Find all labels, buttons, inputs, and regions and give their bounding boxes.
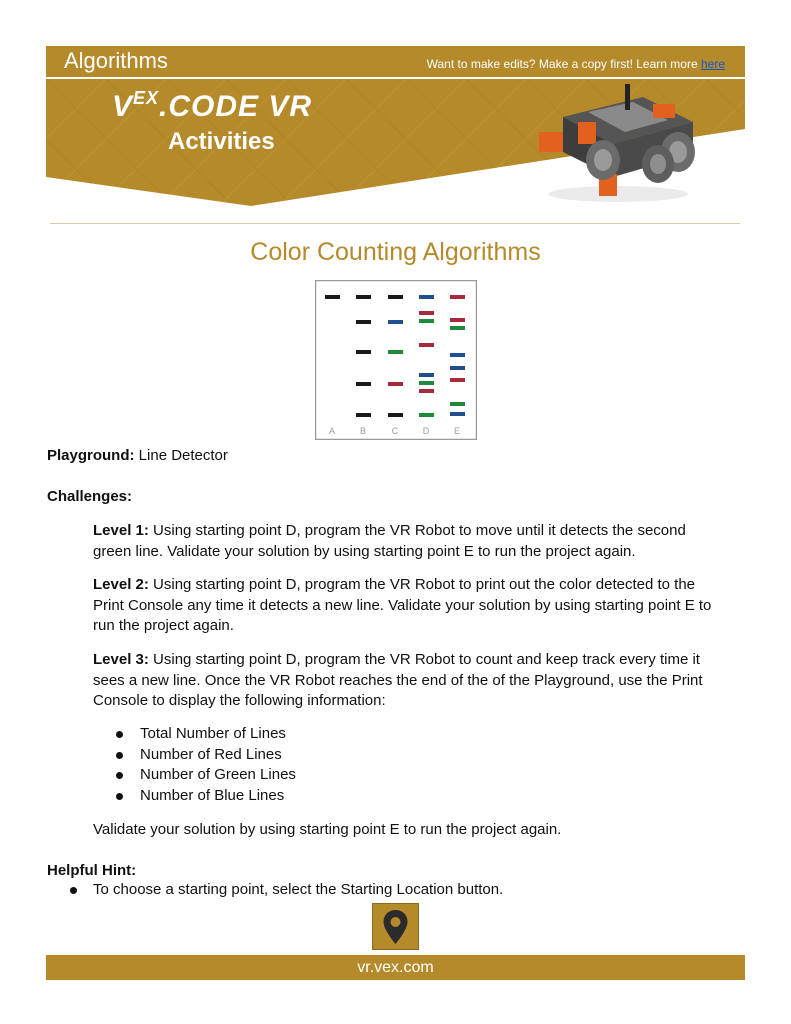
level-1-line-1: Using starting point D, program the VR Robot to move until it detects the second <box>148 522 686 539</box>
validate-text: Validate your solution by using starting point E to run the project again. <box>93 821 562 838</box>
list-item: Total Number of Lines <box>116 724 296 745</box>
banner-subtitle: Activities <box>168 128 275 155</box>
banner-divider <box>50 223 740 224</box>
level-2-line-2: Print Console any time it detects a new line. Validate your solution by using starting point E to <box>93 596 712 614</box>
info-list <box>116 724 296 807</box>
playground-line <box>47 446 228 467</box>
list-item: Number of Blue Lines <box>116 786 296 807</box>
edit-note-text: Want to make edits? Make a copy first! Learn more <box>426 57 701 71</box>
level-1-paragraph <box>93 521 686 562</box>
site-footer: vr.vex.com <box>46 955 745 980</box>
section-header-bar <box>46 46 745 77</box>
list-item: Number of Red Lines <box>116 745 296 766</box>
line-detector-playground-diagram <box>315 280 477 440</box>
vexcode-vr-logo: $V^{EX}.CODE$ VR <box>112 88 313 123</box>
level-3-label: Level 3: <box>93 651 149 668</box>
column-label-d: D <box>422 426 430 436</box>
starting-location-button[interactable] <box>372 903 419 950</box>
edit-note <box>427 57 725 71</box>
vr-robot-image <box>533 82 703 207</box>
level-1-line-2: green line. Validate your solution by using starting point E to run the project again. <box>93 542 636 560</box>
playground-label: Playground: <box>47 447 135 464</box>
level-2-label: Level 2: <box>93 576 149 593</box>
column-label-b: B <box>359 426 367 436</box>
column-label-c: C <box>391 426 399 436</box>
level-1-label: Level 1: <box>93 522 149 539</box>
playground-value: Line Detector <box>134 447 228 464</box>
level-2-paragraph <box>93 575 711 637</box>
hint-text: To choose a starting point, select the Starting Location button. <box>93 881 504 898</box>
challenges-heading: Challenges: <box>47 488 133 505</box>
learn-more-link[interactable]: here <box>700 57 725 71</box>
column-label-e: E <box>453 426 461 436</box>
list-item: Number of Green Lines <box>116 765 296 786</box>
level-3-paragraph <box>93 650 703 712</box>
lines-column-a <box>325 295 340 299</box>
level-2-line-3: run the project again. <box>93 617 234 634</box>
level-3-line-2: sees a new line. Once the VR Robot reaches the end of the of the Playground, use the Print <box>93 671 703 689</box>
level-2-line-1: Using starting point D, program the VR Robot to print out the color detected to the <box>148 576 696 593</box>
page-title: Color Counting Algorithms <box>250 238 541 266</box>
column-label-a: A <box>328 426 336 436</box>
level-3-line-3: Console to display the following information: <box>93 692 386 709</box>
bullet-icon <box>70 887 77 894</box>
map-pin-icon <box>373 904 418 949</box>
section-title: Algorithms <box>64 48 168 73</box>
hint-heading: Helpful Hint: <box>47 862 137 879</box>
level-3-line-1: Using starting point D, program the VR Robot to count and keep track every time it <box>148 651 700 668</box>
